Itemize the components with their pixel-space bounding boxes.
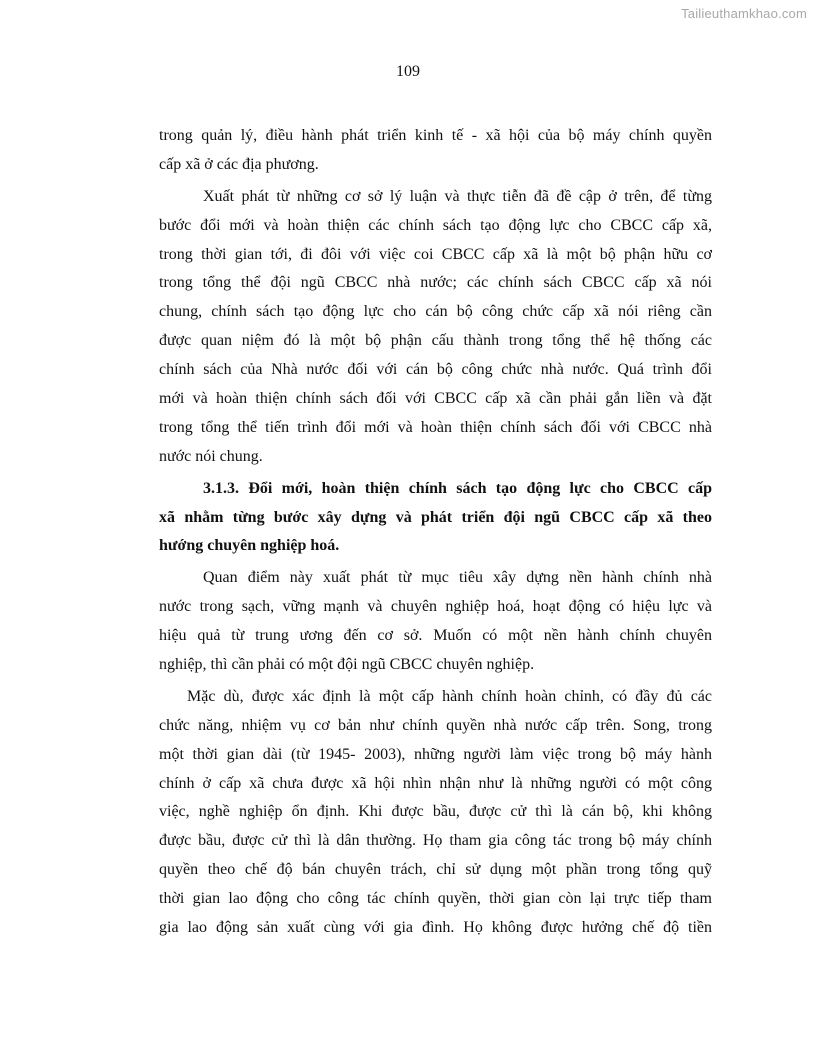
text-line: hiệu quả từ trung ương đến cơ sở. Muốn có một nền hành chính chuyên [159,627,712,645]
text-line: chính ở cấp xã chưa được xã hội nhìn nhận như là những người có một công [159,774,712,792]
text-line: trong quản lý, điều hành phát triển kinh tế - xã hội của bộ máy chính quyền [159,127,712,144]
text-line: trong tổng thể tiến trình đổi mới và hoàn thiện chính sách đối với CBCC nhà [159,418,712,436]
text-line: chính sách của Nhà nước đối với cán bộ công chức nhà nước. Quá trình đổi [159,361,712,379]
section-heading [159,475,712,562]
text-line: trong thời gian tới, đi đôi với việc coi CBCC cấp xã là một bộ phận hữu cơ [159,245,712,263]
paragraph [159,683,712,943]
heading-line: 3.1.3. Đổi mới, hoàn thiện chính sách tạo động lực cho CBCC cấp [203,479,712,497]
text-line: một thời gian dài (từ 1945- 2003), những người làm việc trong bộ máy hành [159,745,712,763]
text-line: mới và hoàn thiện chính sách đối với CBCC cấp xã cần phải gắn liền và đặt [159,390,712,408]
text-line: bước đổi mới và hoàn thiện các chính sách tạo động lực cho CBCC cấp xã, [159,216,712,234]
text-line: được quan niệm đó là một bộ phận cấu thành trong tổng thể hệ thống các [159,332,712,350]
paragraph [159,564,712,680]
text-line: thời gian lao động cho công tác chính quyền, thời gian còn lại trực tiếp tham [159,890,712,908]
text-line: Mặc dù, được xác định là một cấp hành chính hoàn chỉnh, có đầy đủ các [187,687,712,705]
text-line: quyền theo chế độ bán chuyên trách, chỉ sử dụng một phần trong tổng quỹ [159,861,712,879]
text-line: Quan điểm này xuất phát từ mục tiêu xây dựng nền hành chính nhà [203,569,712,587]
text-line: nước nói chung. [159,447,263,465]
text-line: Xuất phát từ những cơ sở lý luận và thực tiễn đã đề cập ở trên, để từng [203,187,712,205]
text-line: nước trong sạch, vững mạnh và chuyên nghiệp hoá, hoạt động có hiệu lực và [159,598,712,616]
text-line: trong tổng thể đội ngũ CBCC nhà nước; các chính sách CBCC cấp xã nói [159,274,712,292]
text-line: gia lao động sản xuất cùng với gia đình. Họ không được hưởng chế độ tiền [159,919,712,937]
document-body [159,122,712,943]
text-line: chức năng, nhiệm vụ cơ bản như chính quyền nhà nước cấp trên. Song, trong [159,716,712,734]
text-line: nghiệp, thì cần phải có một đội ngũ CBCC chuyên nghiệp. [159,656,535,674]
page-number: 109 [396,63,420,80]
text-line: chung, chính sách tạo động lực cho cán bộ công chức cấp xã nói riêng cần [159,303,712,321]
paragraph [159,183,712,472]
text-line: việc, nghề nghiệp ổn định. Khi được bầu, được cử thì là cán bộ, khi không [159,803,712,821]
text-line: được bầu, được cử thì là dân thường. Họ tham gia công tác trong bộ máy chính [159,832,712,850]
paragraph [159,122,712,180]
watermark: Tailieuthamkhao.com [681,6,807,21]
heading-line: hướng chuyên nghiệp hoá. [159,537,340,555]
text-line: cấp xã ở các địa phương. [159,155,319,173]
heading-line: xã nhằm từng bước xây dựng và phát triển đội ngũ CBCC cấp xã theo [159,508,712,526]
